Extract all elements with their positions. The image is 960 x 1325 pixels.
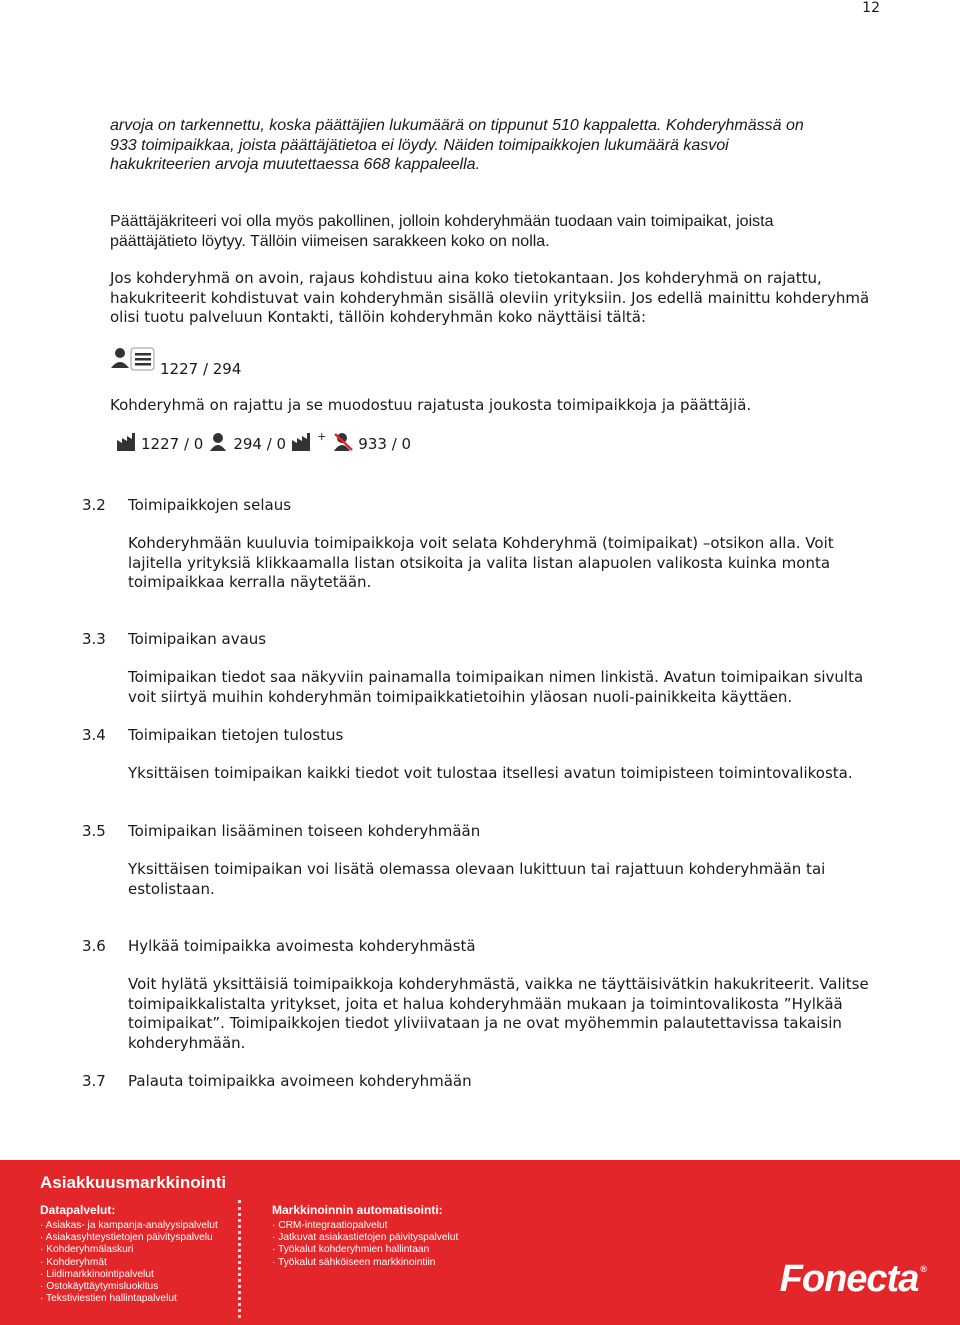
section-heading-3-4 <box>82 726 343 746</box>
persons-count: 294 / 0 <box>233 435 287 453</box>
footer-col2-list <box>272 1220 458 1269</box>
person-icon <box>209 432 227 456</box>
person-list-icon <box>110 346 156 378</box>
no-person-icon <box>332 432 354 456</box>
text-line: arvoja on tarkennettu, koska päättäjien lukumäärä on tippunut 510 kappaletta. Kohderyhmässä on <box>110 117 804 134</box>
no-contact-count: 933 / 0 <box>358 435 412 453</box>
limited-counts-row <box>116 429 412 456</box>
text-line: olisi tuotu palveluun Kontakti, tällöin kohderyhmän koko näyttäisi tältä: <box>110 308 647 326</box>
section-heading-3-2 <box>82 496 291 516</box>
logo-registered-mark: ® <box>920 1264 926 1274</box>
section-number: 3.7 <box>82 1072 106 1090</box>
footer-list-item: · Tekstiviestien hallintapalvelut <box>40 1293 177 1305</box>
footer-list-item: · Asiakas- ja kampanja-analyysipalvelut <box>40 1220 218 1231</box>
text-line: hakukriteerit kohdistuvat vain kohderyhmän sisällä oleviin yrityksiin. Jos edellä mainittu kohderyhmä <box>110 288 870 307</box>
footer-col1-list <box>40 1220 218 1305</box>
footer-list-item: · Työkalut kohderyhmien hallintaan <box>272 1244 430 1256</box>
footer-col1-heading: Datapalvelut: <box>40 1203 116 1217</box>
plus-sign: + <box>317 429 327 443</box>
section-heading-3-3 <box>82 630 266 650</box>
size-count: 1227 / 294 <box>160 360 242 378</box>
section-body-3-2 <box>128 534 888 593</box>
section-number: 3.6 <box>82 937 106 955</box>
factory-icon <box>116 432 138 456</box>
section-title: Toimipaikan avaus <box>128 630 267 648</box>
footer-title: Asiakkuusmarkkinointi <box>40 1173 227 1192</box>
fonecta-logo <box>780 1258 926 1301</box>
text-line: Jos kohderyhmä on avoin, rajaus kohdistuu aina koko tietokantaan. Jos kohderyhmä on rajattu, <box>110 269 822 287</box>
footer-list-item: · Asiakasyhteystietojen päivityspalvelu <box>40 1232 213 1244</box>
text-line: voit siirtyä muihin kohderyhmän toimipaikkatietoihin yläosan nuoli-painikkeita käyttäen. <box>128 687 793 706</box>
section-body-3-6 <box>128 975 888 1053</box>
section-number: 3.4 <box>82 726 106 744</box>
section-heading-3-6 <box>82 937 476 957</box>
section-number: 3.5 <box>82 822 106 840</box>
text-line: estolistaan. <box>128 879 215 898</box>
intro-paragraph <box>110 116 870 175</box>
footer-list-item: · Jatkuvat asiakastietojen päivityspalvelut <box>272 1232 459 1244</box>
section-number: 3.3 <box>82 630 106 648</box>
text-line: toimipaikkalistalta yritykset, joita et halua kohderyhmään mukaan ja toimintovalikosta ”Hylkää <box>128 994 843 1013</box>
section-title: Toimipaikan tietojen tulostus <box>128 726 344 744</box>
footer-list-item: · Ostokäyttäytymisluokitus <box>40 1281 159 1293</box>
section-body-3-5 <box>128 860 888 899</box>
text-line: Yksittäisen toimipaikan kaikki tiedot voit tulostaa itsellesi avatun toimipisteen toimintovalikosta. <box>128 764 853 782</box>
section-number: 3.2 <box>82 496 106 514</box>
footer-list-item: · Kohderyhmälaskuri <box>40 1244 134 1256</box>
section-body-3-3 <box>128 668 888 707</box>
footer-col2-heading: Markkinoinnin automatisointi: <box>272 1203 443 1217</box>
text-line: Yksittäisen toimipaikan voi lisätä olemassa olevaan lukittuun tai rajattuun kohderyhmään tai <box>128 860 826 878</box>
decision-paragraph <box>110 212 870 251</box>
footer-list-item: · Kohderyhmät <box>40 1256 107 1268</box>
factory-icon <box>291 432 313 456</box>
section-heading-3-7 <box>82 1072 472 1092</box>
logo-text: Fonecta <box>779 1258 919 1300</box>
footer-list-item: · Työkalut sähköiseen markkinointiin <box>272 1256 436 1268</box>
text-line: 933 toimipaikkaa, joista päättäjätietoa ei löydy. Näiden toimipaikkojen lukumäärä kasvoi <box>110 136 729 154</box>
open-group-paragraph <box>110 269 870 328</box>
section-title: Toimipaikkojen selaus <box>128 496 292 514</box>
text-line: toimipaikkaa kerralla näytetään. <box>128 573 372 591</box>
footer-banner <box>0 1160 960 1325</box>
text-line: päättäjätieto löytyy. Tällöin viimeisen sarakkeen koko on nolla. <box>110 232 550 250</box>
section-body-3-4 <box>128 764 888 784</box>
text-line: toimipaikat”. Toimipaikkojen tiedot yliviivataan ja ne ovat myöhemmin palautettavissa takaisin <box>128 1014 842 1032</box>
sites-count: 1227 / 0 <box>141 435 204 453</box>
section-heading-3-5 <box>82 822 480 842</box>
text-line: kohderyhmään. <box>128 1033 246 1052</box>
target-group-size-row <box>110 346 241 378</box>
text-line: Kohderyhmään kuuluvia toimipaikkoja voit selata Kohderyhmä (toimipaikat) –otsikon alla. Voit <box>128 534 834 552</box>
footer-list-item: · Liidimarkkinointipalvelut <box>40 1268 154 1280</box>
section-title: Palauta toimipaikka avoimeen kohderyhmään <box>128 1072 472 1090</box>
footer-divider <box>238 1200 241 1318</box>
text-line: Voit hylätä yksittäisiä toimipaikkoja kohderyhmästä, vaikka ne täyttäisivätkin hakukriteerit. Valitse <box>128 975 869 993</box>
text-line: lajitella yrityksiä klikkaamalla listan otsikoita ja valita listan alapuolen valikosta kuinka monta <box>128 553 831 572</box>
footer-list-item: · CRM-integraatiopalvelut <box>272 1220 388 1231</box>
page-number: 12 <box>862 0 880 16</box>
text-line: hakukriteerien arvoja muutettaessa 668 kappaleella. <box>110 156 481 173</box>
text-line: Kohderyhmä on rajattu ja se muodostuu rajatusta joukosta toimipaikkoja ja päättäjiä. <box>110 396 752 414</box>
text-line: Toimipaikan tiedot saa näkyviin painamalla toimipaikan nimen linkistä. Avatun toimipaikan sivulta <box>128 668 864 686</box>
section-title: Hylkää toimipaikka avoimesta kohderyhmästä <box>128 937 476 955</box>
text-line: Päättäjäkriteeri voi olla myös pakollinen, jolloin kohderyhmään tuodaan vain toimipaikat, joista <box>110 213 774 230</box>
limited-group-paragraph <box>110 396 870 416</box>
section-title: Toimipaikan lisääminen toiseen kohderyhmään <box>128 822 481 840</box>
